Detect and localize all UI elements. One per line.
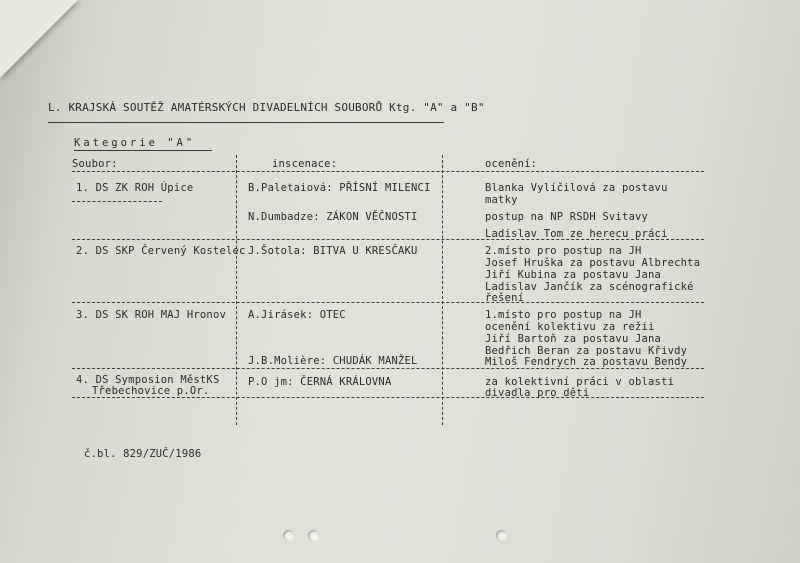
- row3-oceneni-3: Jiří Bartoň za postavu Jana: [485, 333, 662, 345]
- row2-oceneni-1: 2.místo pro postup na JH: [485, 245, 642, 257]
- title-underline: [48, 122, 444, 123]
- row1-oceneni-4: Ladislav Tom ze herecu práci: [485, 228, 668, 240]
- row4-oceneni-2: divadla pro děti: [485, 387, 590, 399]
- row3-inscenace-2: J.B.Molière: CHUDÁK MANŽEL: [248, 355, 418, 367]
- short-rule: [72, 201, 162, 202]
- row1-inscenace-1: B.Paletaiová: PŘÍSNÍ MILENCI: [248, 182, 431, 194]
- row3-oceneni-1: 1.místo pro postup na JH: [485, 309, 642, 321]
- row3-inscenace-1: A.Jirásek: OTEC: [248, 309, 346, 321]
- footer-reference: č.bl. 829/ZUČ/1986: [84, 448, 202, 460]
- column-header-inscenace: inscenace:: [272, 158, 338, 170]
- row4-soubor-2: Třebechovice p.Or.: [92, 385, 210, 397]
- row4-soubor-1: 4. DS Symposion MěstKS: [76, 374, 220, 386]
- row4-oceneni-1: za kolektivní práci v oblasti: [485, 376, 675, 388]
- row3-soubor: 3. DS SK ROH MAJ Hronov: [76, 309, 226, 321]
- row1-inscenace-2: N.Dumbadze: ZÁKON VĚČNOSTI: [248, 211, 418, 223]
- column-header-soubor: Soubor:: [72, 158, 118, 170]
- column-header-oceneni: ocenění:: [485, 158, 538, 170]
- punch-hole: [496, 530, 507, 541]
- header-rule: [72, 171, 704, 172]
- row2-oceneni-4: Ladislav Jančík za scénografické: [485, 281, 694, 293]
- row3-oceneni-5: Miloš Fendrych za postavu Bendy: [485, 356, 688, 368]
- row2-oceneni-2: Josef Hruška za postavu Albrechta: [485, 257, 701, 269]
- document-title: L. KRAJSKÁ SOUTĚŽ AMATÉRSKÝCH DIVADELNÍCH SOUBORŮ Ktg. "A" a "B": [48, 101, 485, 114]
- row2-soubor: 2. DS SKP Červený Kostelec: [76, 245, 246, 257]
- row-rule-3: [72, 368, 704, 369]
- row-rule-2: [72, 302, 704, 303]
- punch-hole: [283, 530, 294, 541]
- row3-oceneni-2: ocenění kolektivu za režii: [485, 321, 655, 333]
- row1-oceneni-3: postup na NP RSDH Svitavy: [485, 211, 649, 223]
- row3-oceneni-4: Bedřich Beran za postavu Křivdy: [485, 345, 688, 357]
- category-heading: Kategorie "A": [74, 137, 196, 149]
- row2-oceneni-5: řešení: [485, 292, 525, 304]
- row2-oceneni-3: Jiří Kubina za postavu Jana: [485, 269, 662, 281]
- punch-hole: [308, 530, 319, 541]
- row1-oceneni-2: matky: [485, 194, 518, 206]
- column-divider-2: [442, 155, 443, 425]
- category-underline: [74, 150, 212, 151]
- row1-soubor: 1. DS ZK ROH Úpice: [76, 182, 194, 194]
- table-bottom-rule: [72, 397, 704, 398]
- row2-inscenace: J.Šotola: BITVA U KRESČAKU: [248, 245, 418, 257]
- column-divider-1: [236, 155, 237, 425]
- row4-inscenace: P.O jm: ČERNÁ KRÁLOVNA: [248, 376, 392, 388]
- folded-corner: [0, 0, 78, 78]
- row1-oceneni-1: Blanka Vylíčilová za postavu: [485, 182, 668, 194]
